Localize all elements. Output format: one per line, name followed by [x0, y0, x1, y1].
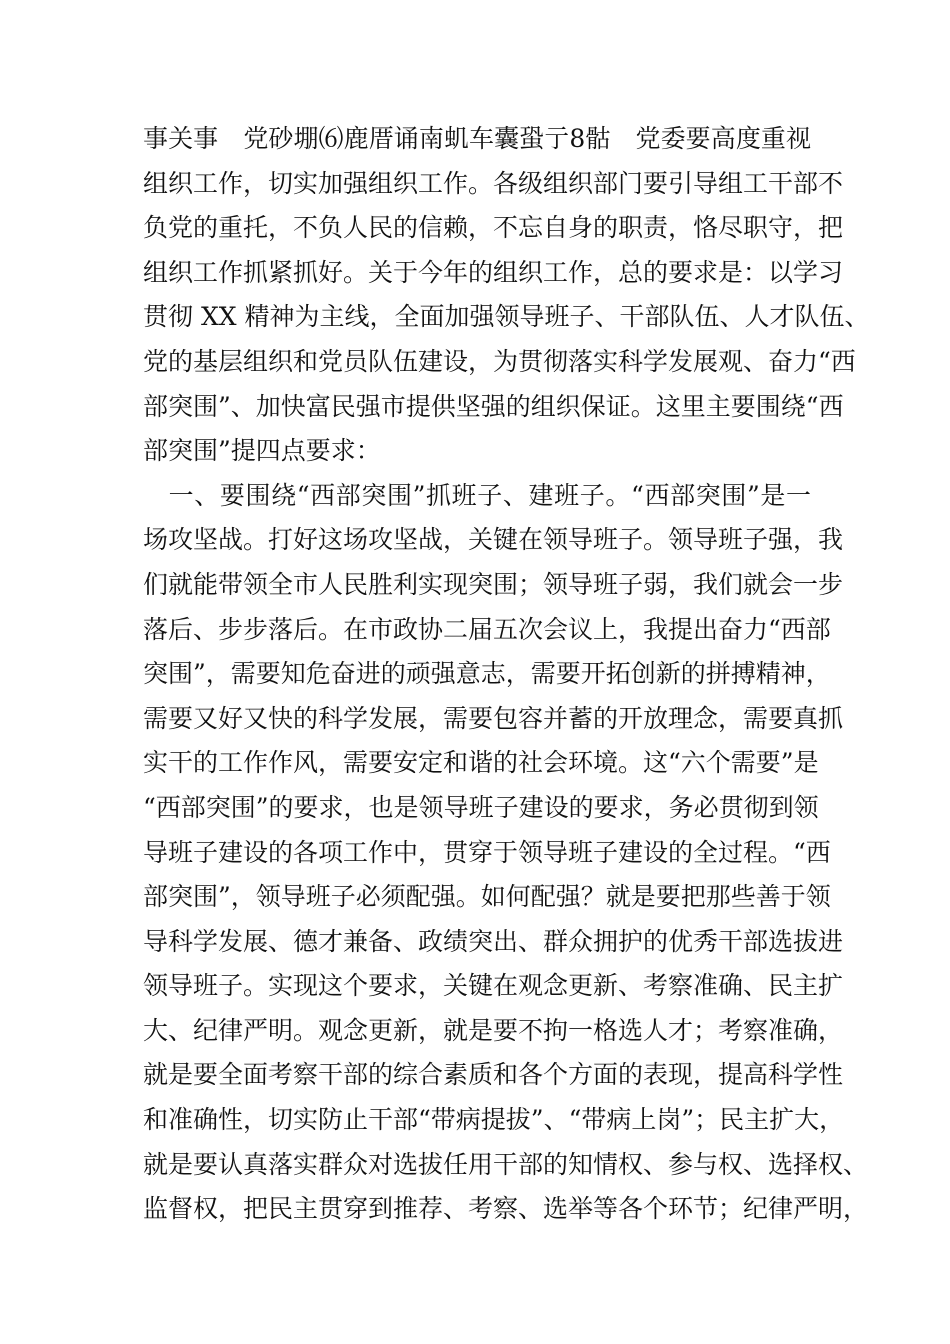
text-line-25: 监督权，把民主贯穿到推荐、考察、选举等各个环节；纪律严明， [143, 1194, 869, 1224]
text-line-17: 导班子建设的各项工作中，贯穿于领导班子建设的全过程。“西 [143, 837, 831, 867]
text-line-14: 需要又好又快的科学发展，需要包容并蓄的开放理念，需要真抓 [143, 703, 844, 733]
text-line-22: 就是要全面考察干部的综合素质和各个方面的表现，提高科学性 [143, 1060, 844, 1090]
text-line-13: 突围”，需要知危奋进的顽强意志，需要开拓创新的拼搏精神， [143, 659, 831, 689]
text-line-23: 和准确性，切实防止干部“带病提拔”、“带病上岗”；民主扩大， [143, 1105, 845, 1135]
text-line-11: 们就能带领全市人民胜利实现突围；领导班子弱，我们就会一步 [143, 569, 844, 599]
text-line-7: 部突围”、加快富民强市提供坚强的组织保证。这里主要围绕“西 [143, 391, 844, 421]
text-line-19: 导科学发展、德才兼备、政绩突出、群众拥护的优秀干部选拔进 [143, 926, 844, 956]
text-line-20: 领导班子。实现这个要求，关键在观念更新、考察准确、民主扩 [143, 971, 844, 1001]
text-line-6: 党的基层组织和党员队伍建设，为贯彻落实科学发展观、奋力“西 [143, 346, 856, 376]
text-line-5: 贯彻 XX 精神为主线，全面加强领导班子、干部队伍、人才队伍、 [143, 302, 870, 332]
text-line-9: 一、要围绕“西部突围”抓班子、建班子。“西部突围”是一 [143, 480, 811, 510]
text-line-3: 负党的重托，不负人民的信赖，不忘自身的职责，恪尽职守，把 [143, 213, 844, 243]
text-line-24: 就是要认真落实群众对选拔任用干部的知情权、参与权、选择权、 [143, 1149, 869, 1179]
text-line-1: 事关事 党砂堋⑹鹿厝诵南虮车囊蛩亍8骷 党委要高度重视 [143, 124, 811, 153]
text-line-16: “西部突围”的要求，也是领导班子建设的要求，务必贯彻到领 [143, 792, 819, 822]
text-line-12: 落后、步步落后。在市政协二届五次会议上，我提出奋力“西部 [143, 614, 831, 644]
text-line-8: 部突围”提四点要求： [143, 436, 381, 466]
text-line-2: 组织工作，切实加强组织工作。各级组织部门要引导组工干部不 [143, 168, 844, 198]
text-line-4: 组织工作抓紧抓好。关于今年的组织工作，总的要求是：以学习 [143, 257, 844, 287]
text-line-10: 场攻坚战。打好这场攻坚战，关键在领导班子。领导班子强，我 [143, 525, 844, 555]
text-line-15: 实干的工作作风，需要安定和谐的社会环境。这“六个需要”是 [143, 748, 819, 778]
body-text [143, 117, 870, 1232]
text-line-18: 部突围”，领导班子必须配强。如何配强？就是要把那些善于领 [143, 882, 831, 912]
text-line-21: 大、纪律严明。观念更新，就是要不拘一格选人才；考察准确， [143, 1015, 844, 1045]
